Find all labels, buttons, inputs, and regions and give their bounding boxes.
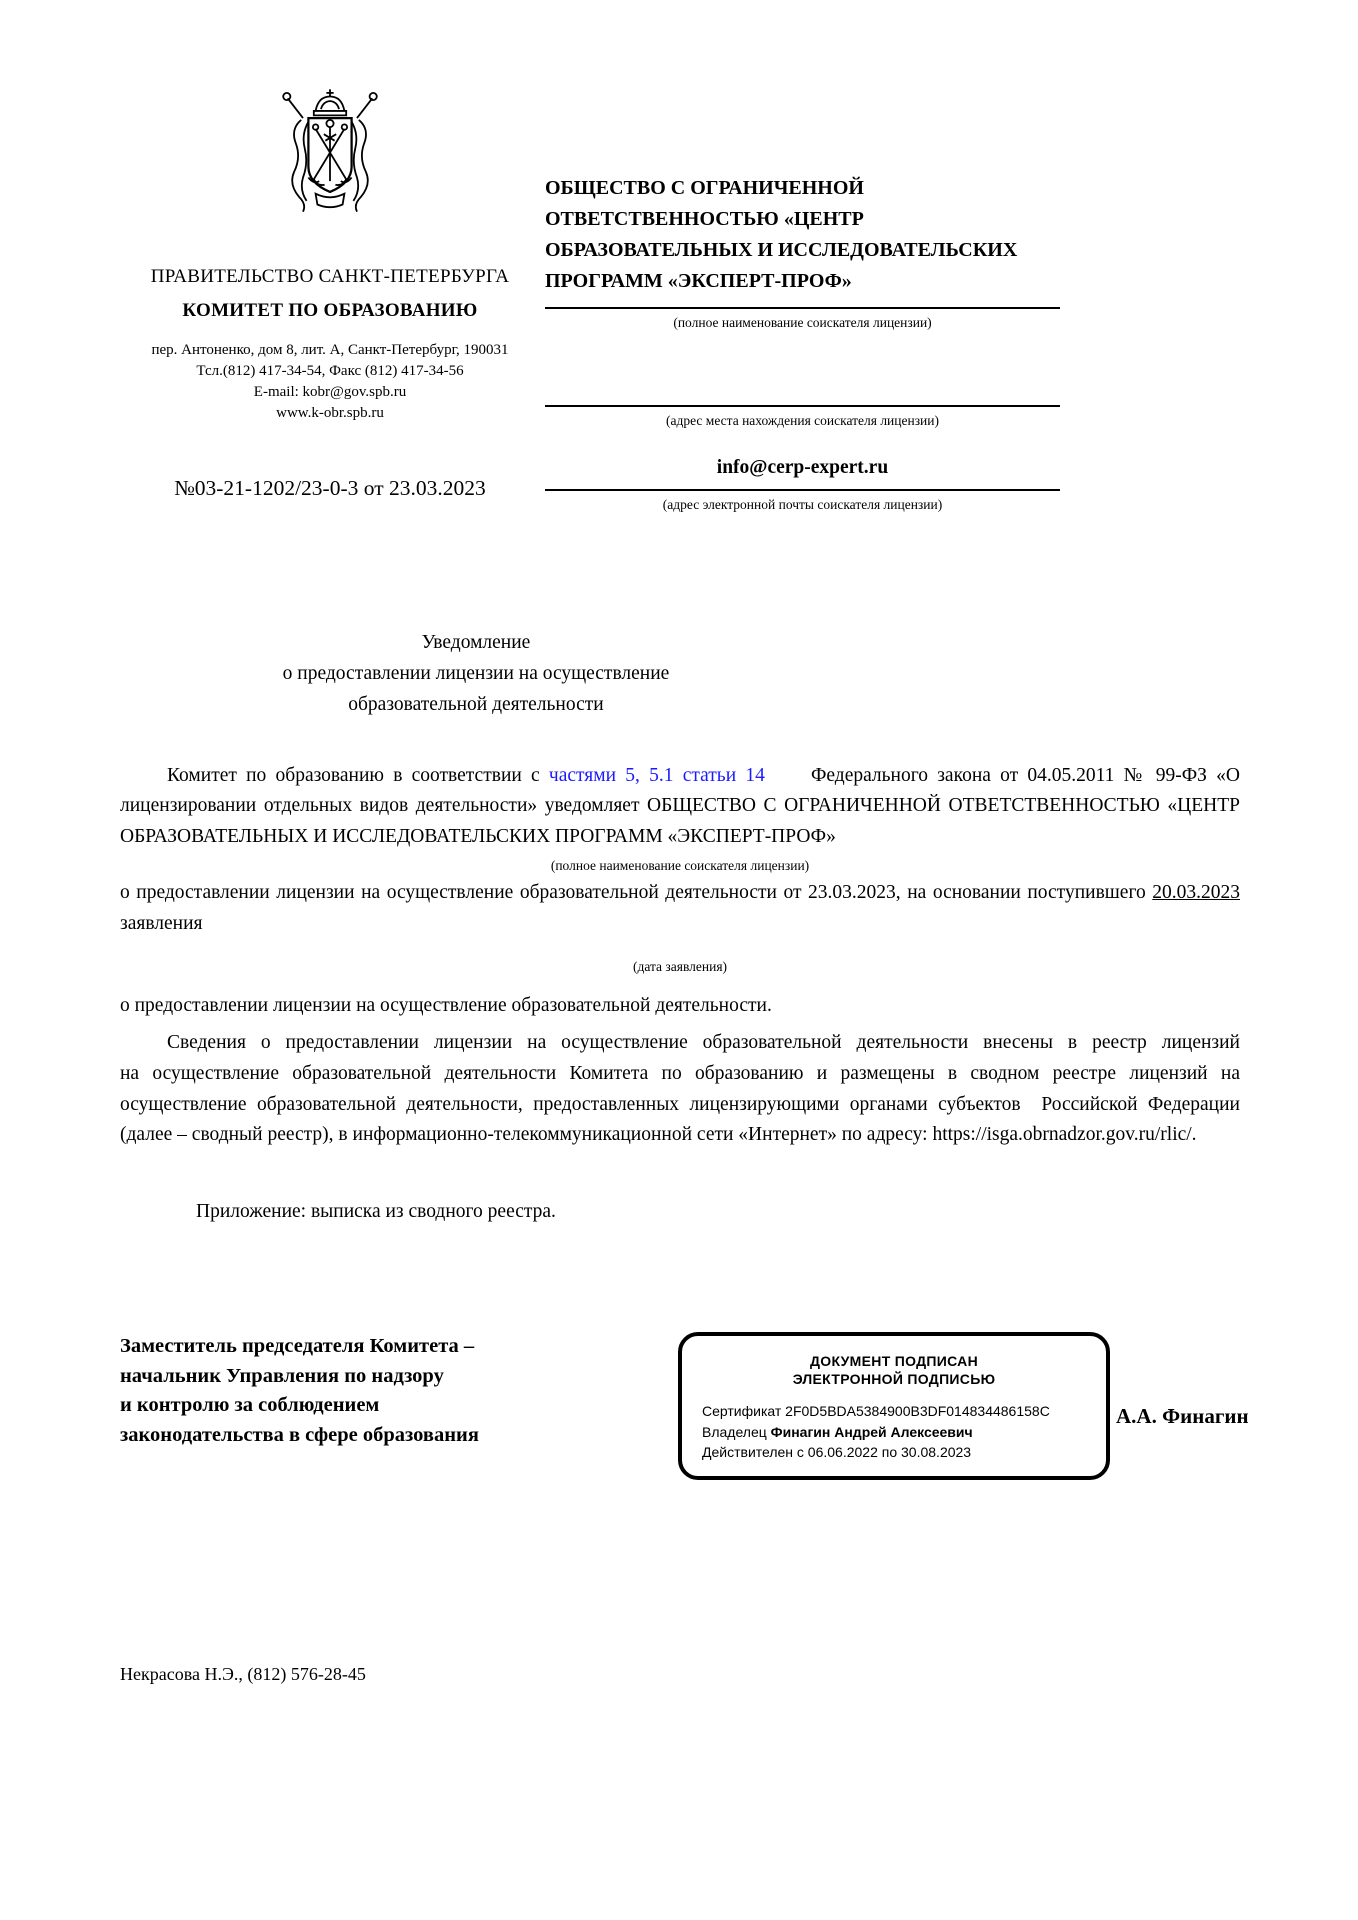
law-article-link[interactable]: частями 5, 5.1 статьи 14 bbox=[548, 764, 765, 786]
paragraph-registry-info: Сведения о предоставлении лицензии на осуществление образовательной деятельности внесены в реестр лицензий на осуществление образовательной деятельности Комитета по образованию и размещены в сводном реестре лицензий на осуществление образовательной деятельности, предоставленных лицензирующими органами субъектов Российской Федерации (далее – сводный реестр), в информационно-телекоммуникационной сети «Интернет» по адресу: https://isga.obrnadzor.gov.ru/rlic/. bbox=[120, 1032, 1240, 1146]
certificate-line bbox=[702, 1401, 1086, 1421]
recipient-email: info@cerp-expert.ru bbox=[716, 457, 889, 478]
paragraph-notification-start: Комитет по образованию в соответствии с bbox=[167, 764, 549, 786]
recipient-email-underline bbox=[545, 489, 1060, 491]
signer-position-line4: законодательства в сфере образования bbox=[120, 1424, 479, 1447]
caption-full-name-body: (полное наименование соискателя лицензии) bbox=[550, 857, 810, 873]
signer-name: А.А. Финагин bbox=[1116, 1403, 1249, 1428]
stamp-header-line1: ДОКУМЕНТ ПОДПИСАН bbox=[810, 1352, 978, 1369]
digital-signature-stamp bbox=[678, 1332, 1110, 1480]
recipient-address-underline bbox=[545, 405, 1060, 407]
caption-full-name: (полное наименование соискателя лицензии) bbox=[673, 315, 932, 330]
paragraph-notification-rest: Федерального закона от 04.05.2011 № 99-ФЗ «О лицензировании отдельных видов деятельности» уведомляет ОБЩЕСТВО С ОГРАНИЧЕННОЙ ОТВЕТСТВЕННОСТЬЮ «ЦЕНТР ОБРАЗОВАТЕЛЬНЫХ И ИССЛЕДОВАТЕЛЬСКИХ ПРОГРАММ «ЭКСПЕРТ-ПРОФ» bbox=[120, 764, 1241, 848]
license-grant-text: о предоставлении лицензии на осуществление образовательной деятельности от 23.03.2023, на основании поступившего bbox=[120, 882, 1153, 904]
caption-application-date: (дата заявления) bbox=[632, 958, 728, 974]
validity-line: Действителен с 06.06.2022 по 30.08.2023 bbox=[702, 1443, 972, 1460]
certificate-label: Сертификат bbox=[702, 1403, 786, 1420]
application-date: 20.03.2023 bbox=[1152, 882, 1240, 904]
owner-line bbox=[702, 1422, 1086, 1442]
owner-value: Финагин Андрей Алексеевич bbox=[770, 1423, 973, 1440]
document-title-line2: о предоставлении лицензии на осуществление bbox=[282, 663, 670, 685]
document-body bbox=[120, 761, 1240, 1228]
signer-position bbox=[120, 1332, 552, 1451]
government-name: ПРАВИТЕЛЬСТВО САНКТ-ПЕТЕРБУРГА bbox=[150, 266, 510, 287]
document-title-line1: Уведомление bbox=[421, 632, 531, 653]
caption-email: (адрес электронной почты соискателя лицензии) bbox=[662, 497, 943, 512]
application-word: заявления bbox=[120, 913, 203, 935]
committee-name: КОМИТЕТ ПО ОБРАЗОВАНИЮ bbox=[182, 300, 478, 321]
paragraph-license-date bbox=[120, 878, 1240, 940]
sender-address-line: пер. Антоненко, дом 8, лит. А, Санкт-Петербург, 190031 bbox=[151, 342, 509, 358]
signer-position-line2: начальник Управления по надзору bbox=[120, 1364, 444, 1387]
document-title-line3: образовательной деятельности bbox=[348, 694, 604, 716]
caption-address: (адрес места нахождения соискателя лицензии) bbox=[665, 413, 940, 428]
signature-block bbox=[120, 1332, 1249, 1480]
coat-of-arms-icon bbox=[276, 85, 384, 225]
executor-contact: Некрасова Н.Э., (812) 576-28-45 bbox=[120, 1664, 366, 1685]
sender-block bbox=[120, 85, 540, 501]
stamp-header-line2: ЭЛЕКТРОННОЙ ПОДПИСЬЮ bbox=[792, 1371, 996, 1388]
signer-position-line3: и контролю за соблюдением bbox=[120, 1394, 380, 1417]
attachment-line: Приложение: выписка из сводного реестра. bbox=[196, 1201, 556, 1223]
signer-position-line1: Заместитель председателя Комитета – bbox=[120, 1334, 475, 1357]
letterhead bbox=[120, 85, 1240, 513]
paragraph-license-grant: о предоставлении лицензии на осуществление образовательной деятельности. bbox=[120, 995, 772, 1017]
sender-phone-line: Тсл.(812) 417-34-54, Факс (812) 417-34-56 bbox=[196, 363, 464, 379]
sender-website-line: www.k-obr.spb.ru bbox=[276, 405, 384, 421]
sender-address bbox=[120, 340, 540, 424]
certificate-value: 2F0D5BDA5384900B3DF014834486158C bbox=[785, 1403, 1050, 1420]
document-title bbox=[120, 627, 832, 721]
paragraph-notification bbox=[120, 761, 1240, 853]
recipient-block bbox=[545, 85, 1060, 513]
owner-label: Владелец bbox=[702, 1423, 771, 1440]
stamp-details bbox=[702, 1401, 1086, 1462]
recipient-name: ОБЩЕСТВО С ОГРАНИЧЕННОЙ ОТВЕТСТВЕННОСТЬЮ «ЦЕНТР ОБРАЗОВАТЕЛЬНЫХ И ИССЛЕДОВАТЕЛЬСКИХ ПРОГРАММ «ЭКСПЕРТ-ПРОФ» bbox=[545, 177, 1018, 292]
reference-number: №03-21-1202/23-0-3 от 23.03.2023 bbox=[174, 476, 486, 500]
sender-email-line: E-mail: kobr@gov.spb.ru bbox=[253, 384, 407, 400]
stamp-header bbox=[702, 1352, 1086, 1388]
recipient-name-underline bbox=[545, 307, 1060, 309]
